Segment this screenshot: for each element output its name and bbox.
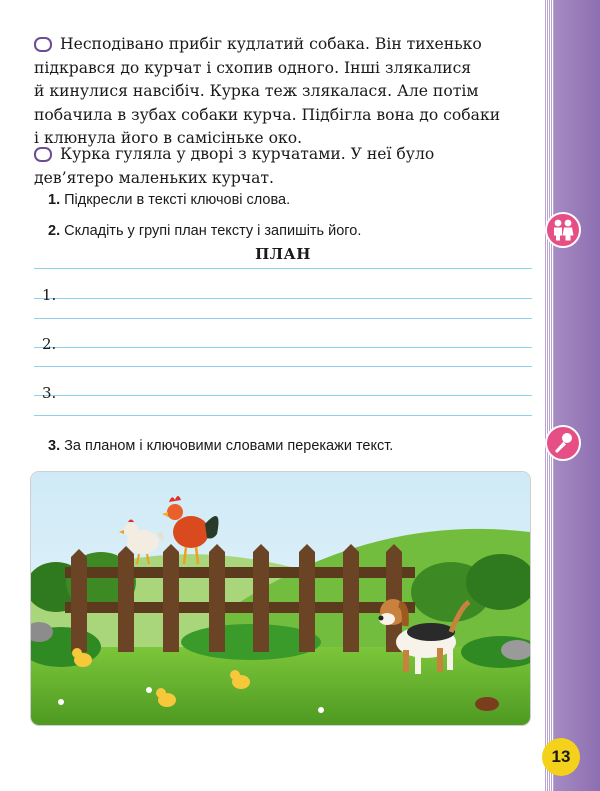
plan-item-2: 2. (42, 335, 57, 353)
order-checkbox-1[interactable] (34, 37, 52, 52)
ruled-line (34, 366, 532, 367)
page-number: 13 (542, 738, 580, 776)
plan-writing-area[interactable] (34, 268, 532, 420)
paragraph-1-line: Несподівано прибіг кудлатий собака. Він тихенько (60, 35, 482, 53)
margin-stripes (544, 0, 554, 791)
task-text: Підкресли в тексті ключові слова. (64, 192, 291, 208)
ruled-line (34, 415, 532, 416)
paragraph-1-line: і клюнула його в самісіньке око. (34, 129, 303, 147)
paragraph-1-line: побачила в зубах собаки курча. Підбігла вона до собаки (34, 105, 501, 124)
two-people-icon (545, 212, 581, 248)
task-number: 1. (48, 192, 61, 208)
plan-item-3: 3. (42, 384, 57, 402)
task-1 (48, 192, 290, 208)
plan-item-1: 1. (42, 286, 57, 304)
paragraph-2-line: Курка гуляла у дворі з курчатами. У неї було (60, 145, 435, 163)
microphone-icon (545, 425, 581, 461)
paragraph-2 (34, 143, 534, 190)
paragraph-1 (34, 33, 534, 151)
task-3 (48, 438, 393, 454)
ruled-line (34, 395, 532, 396)
ruled-line (34, 298, 532, 299)
paragraph-2-line: дев’ятеро маленьких курчат. (34, 168, 275, 187)
task-text: Складіть у групі план тексту і запишіть його. (64, 223, 362, 239)
plan-title: ПЛАН (255, 245, 311, 263)
ruled-line (34, 318, 532, 319)
ruled-line (34, 268, 532, 269)
task-number: 2. (48, 223, 61, 239)
paragraph-1-line: підкрався до курчат і схопив одного. Інші злякалися (34, 58, 472, 77)
task-2 (48, 223, 361, 239)
task-number: 3. (48, 438, 61, 454)
task-text: За планом і ключовими словами перекажи текст. (64, 438, 394, 454)
order-checkbox-2[interactable] (34, 147, 52, 162)
ruled-line (34, 347, 532, 348)
farm-illustration (31, 472, 530, 725)
paragraph-1-line: й кинулися навсібіч. Курка теж злякалася. Але потім (34, 82, 479, 100)
margin-strip (554, 0, 600, 791)
